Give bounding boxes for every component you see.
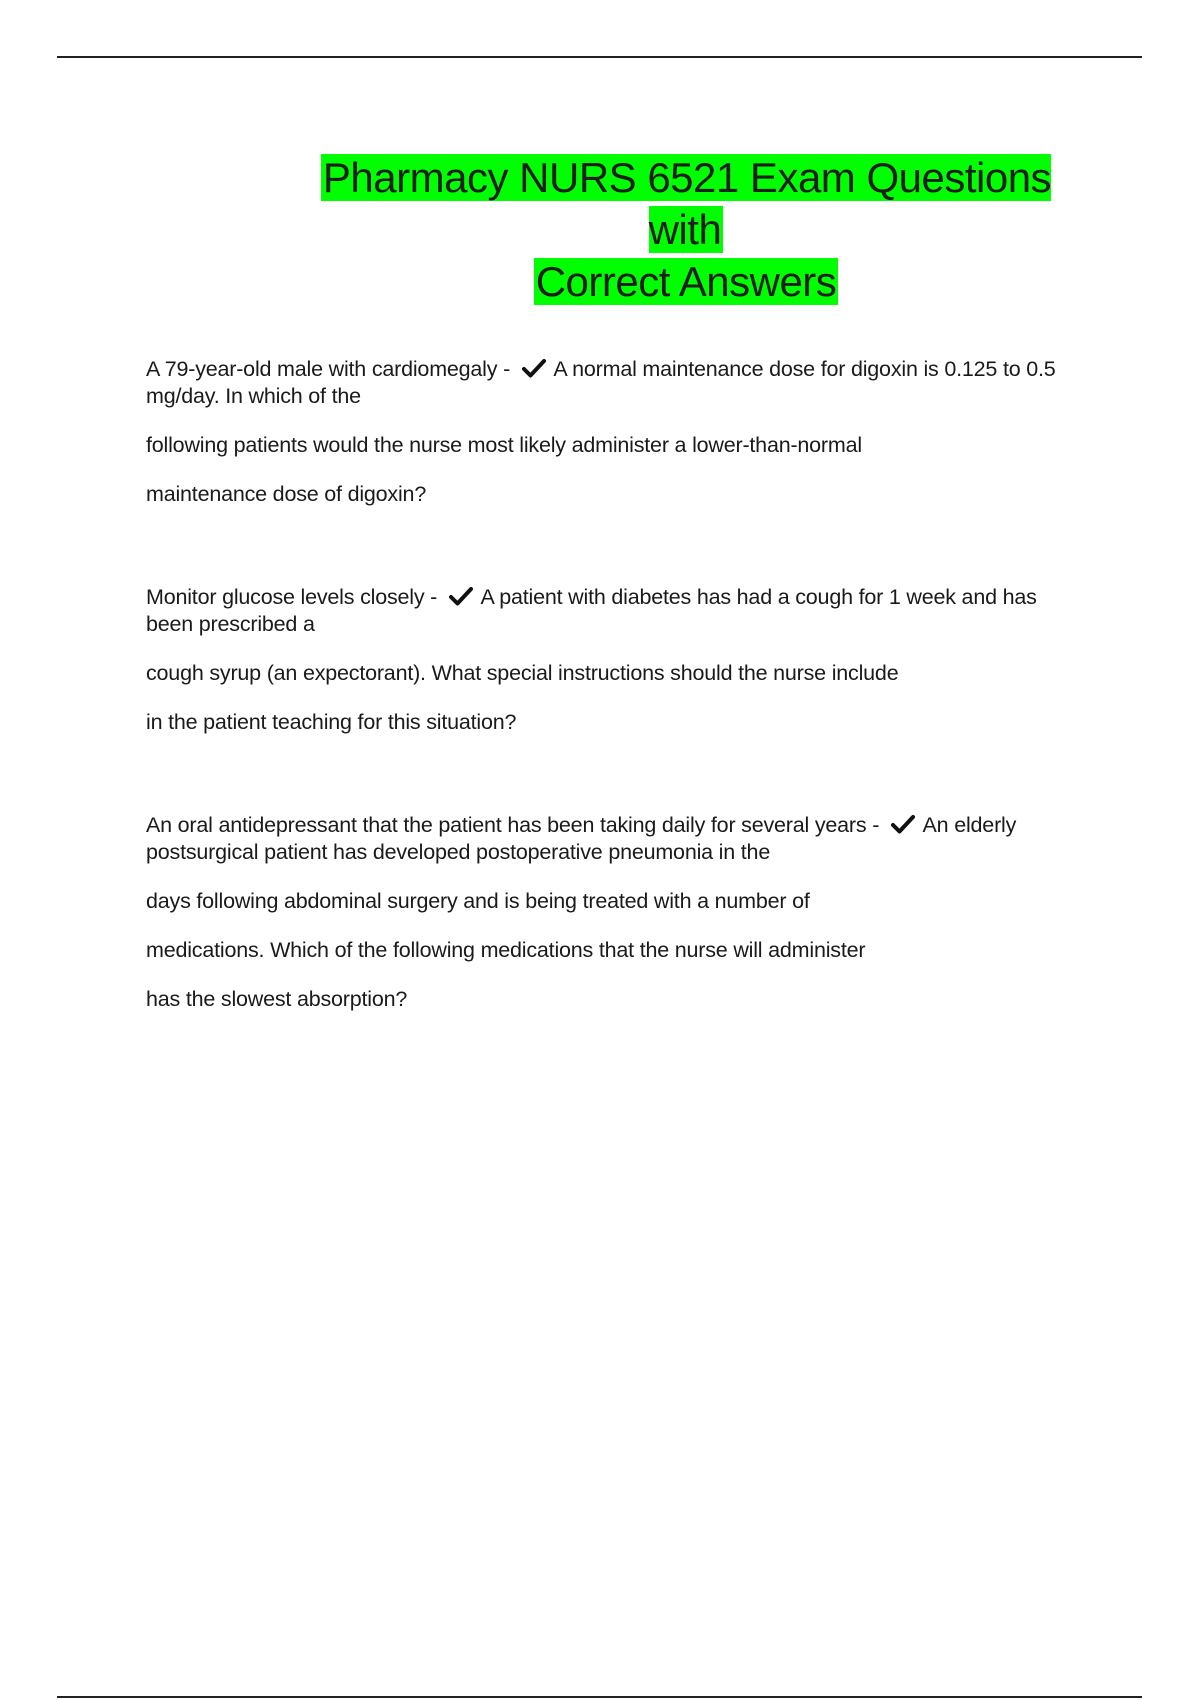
qa-first-line (146, 584, 1086, 638)
question-continuation: following patients would the nurse most likely administer a lower-than-normal (146, 433, 862, 457)
qa-item (146, 584, 1086, 812)
question-continuation: days following abdominal surgery and is being treated with a number of (146, 889, 810, 913)
question-continuation: in the patient teaching for this situation? (146, 710, 517, 734)
question-text: A normal maintenance dose for digoxin is 0.125 to 0.5 mg/day. In which of the (146, 357, 1056, 408)
question-continuation: maintenance dose of digoxin? (146, 482, 427, 506)
answer-text: A 79-year-old male with cardiomegaly - (146, 357, 511, 381)
answer-text: Monitor glucose levels closely - (146, 585, 438, 609)
question-continuation: has the slowest absorption? (146, 987, 408, 1011)
checkmark-icon (891, 814, 915, 834)
checkmark-icon (449, 586, 473, 606)
question-text: A patient with diabetes has had a cough for 1 week and has been prescribed a (146, 585, 1037, 636)
question-continuation: cough syrup (an expectorant). What special instructions should the nurse include (146, 661, 899, 685)
answer-text: An oral antidepressant that the patient has been taking daily for several years - (146, 813, 880, 837)
title-line-2: Correct Answers (535, 258, 837, 305)
qa-list (146, 356, 1086, 1032)
title-line-1: Pharmacy NURS 6521 Exam Questions with (322, 154, 1052, 253)
qa-item (146, 356, 1086, 584)
header-rule (57, 56, 1142, 58)
document-title (296, 152, 1076, 308)
qa-first-line (146, 812, 1086, 866)
qa-first-line (146, 356, 1086, 410)
question-continuation: medications. Which of the following medications that the nurse will administer (146, 938, 866, 962)
footer-rule (57, 1696, 1142, 1698)
checkmark-icon (522, 358, 546, 378)
qa-item (146, 812, 1086, 1032)
question-text: An elderly postsurgical patient has developed postoperative pneumonia in the (146, 813, 1017, 864)
